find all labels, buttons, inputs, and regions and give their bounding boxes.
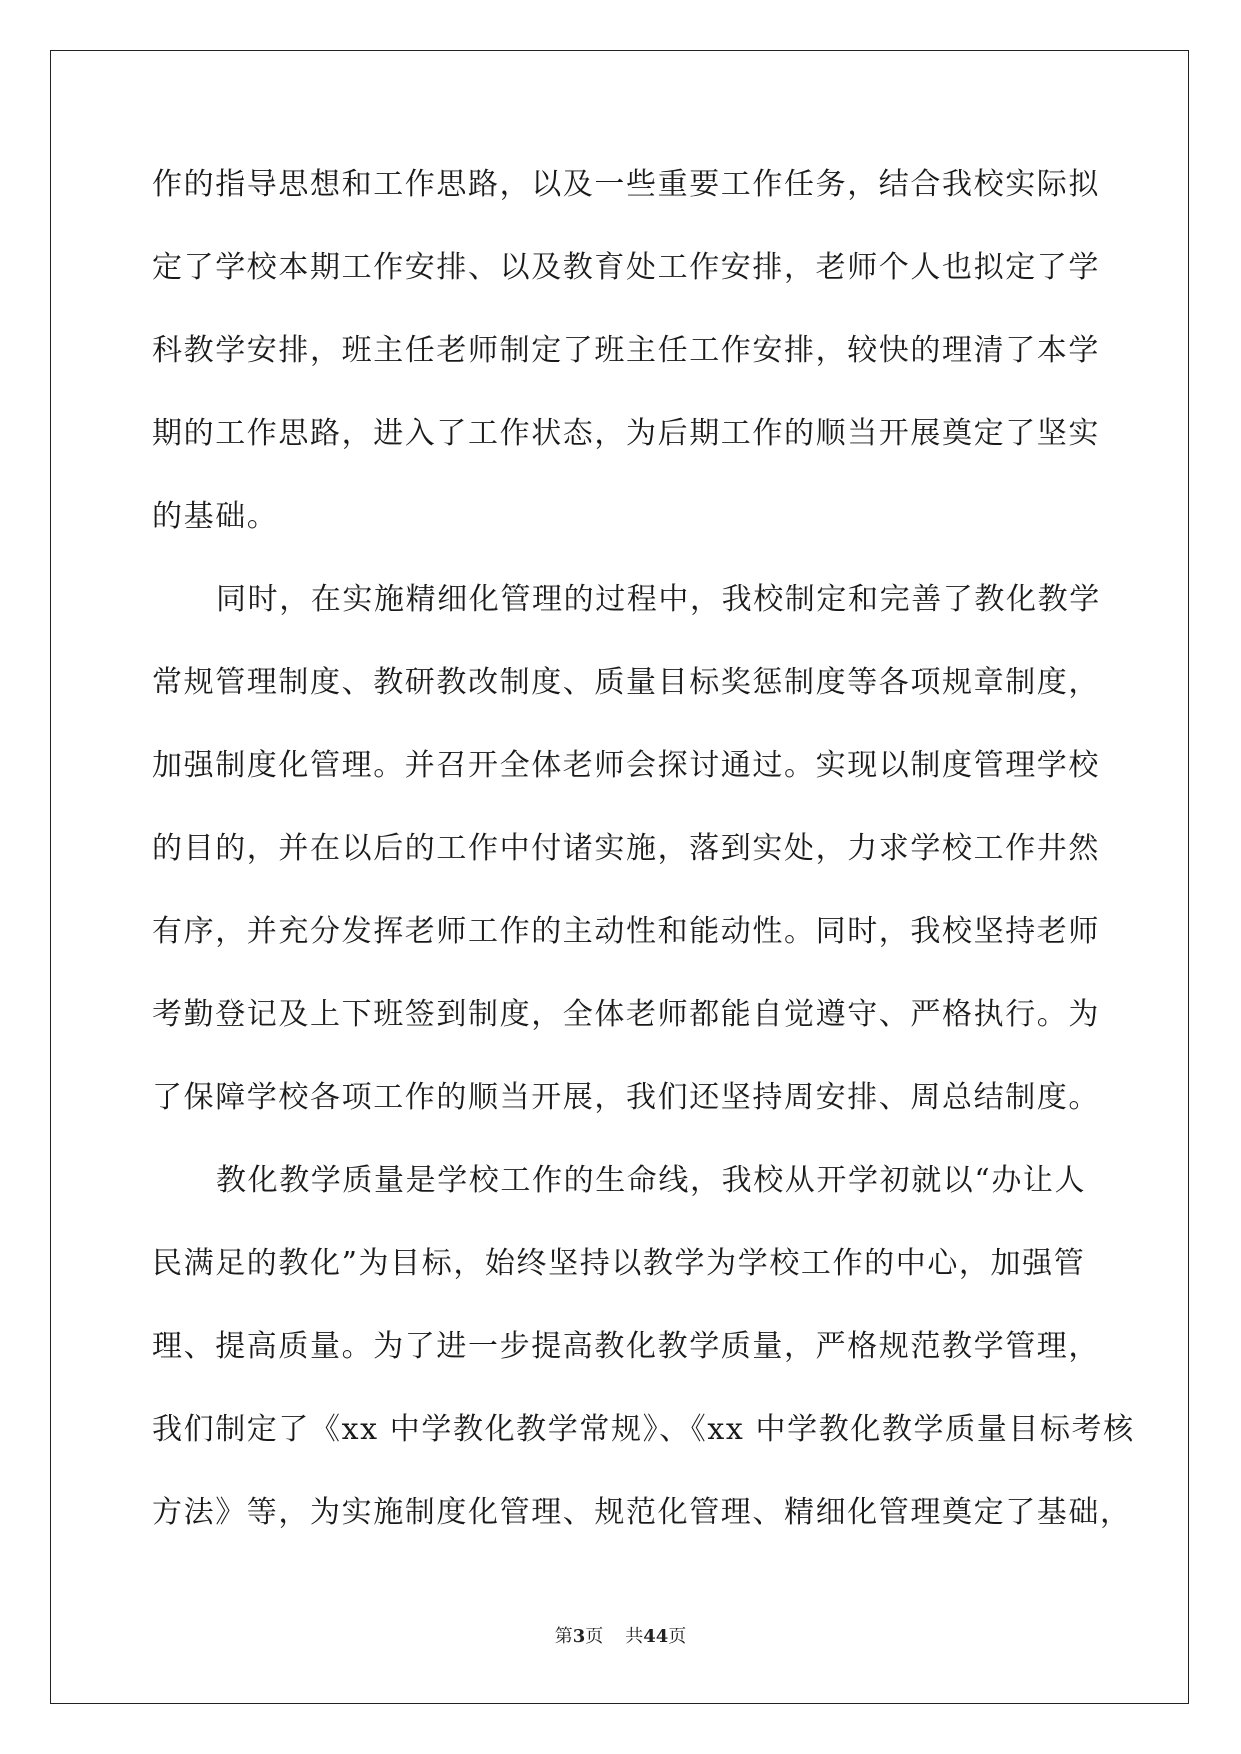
text-line: 加强制度化管理。并召开全体老师会探讨通过。实现以制度管理学校 — [152, 748, 1100, 783]
total-suffix: 页 — [668, 1626, 687, 1647]
text-line: 的目的，并在以后的工作中付诸实施，落到实处，力求学校工作井然 — [152, 831, 1100, 866]
text-line: 同时，在实施精细化管理的过程中，我校制定和完善了教化教学 — [216, 582, 1101, 617]
document-body — [152, 160, 1135, 1571]
total-prefix: 共 — [625, 1626, 644, 1647]
text-line: 作的指导思想和工作思路，以及一些重要工作任务，结合我校实际拟 — [152, 167, 1100, 202]
text-line: 我们制定了《xx 中学教化教学常规》、《xx 中学教化教学质量目标考核 — [152, 1412, 1135, 1447]
text-line: 期的工作思路，进入了工作状态，为后期工作的顺当开展奠定了坚实 — [152, 416, 1100, 451]
text-line: 科教学安排，班主任老师制定了班主任工作安排，较快的理清了本学 — [152, 333, 1100, 368]
page-number: 3 — [572, 1626, 586, 1647]
text-line: 民满足的教化”为目标，始终坚持以教学为学校工作的中心，加强管 — [152, 1246, 1086, 1281]
text-line: 理、提高质量。为了进一步提高教化教学质量，严格规范教学管理， — [152, 1329, 1100, 1364]
text-line: 考勤登记及上下班签到制度，全体老师都能自觉遵守、严格执行。为 — [152, 997, 1100, 1032]
text-line: 方法》等，为实施制度化管理、规范化管理、精细化管理奠定了基础， — [152, 1495, 1132, 1530]
text-line: 的基础。 — [152, 499, 279, 534]
text-line: 常规管理制度、教研教改制度、质量目标奖惩制度等各项规章制度， — [152, 665, 1100, 700]
page-prefix: 第 — [554, 1626, 573, 1647]
text-line: 有序，并充分发挥老师工作的主动性和能动性。同时，我校坚持老师 — [152, 914, 1100, 949]
text-line: 了保障学校各项工作的顺当开展，我们还坚持周安排、周总结制度。 — [152, 1080, 1100, 1115]
text-line: 教化教学质量是学校工作的生命线，我校从开学初就以“办让人 — [216, 1163, 1087, 1198]
page-footer — [0, 1622, 1241, 1648]
total-pages: 44 — [643, 1626, 669, 1647]
page-suffix: 页 — [585, 1626, 604, 1647]
text-line: 定了学校本期工作安排、以及教育处工作安排，老师个人也拟定了学 — [152, 250, 1100, 285]
